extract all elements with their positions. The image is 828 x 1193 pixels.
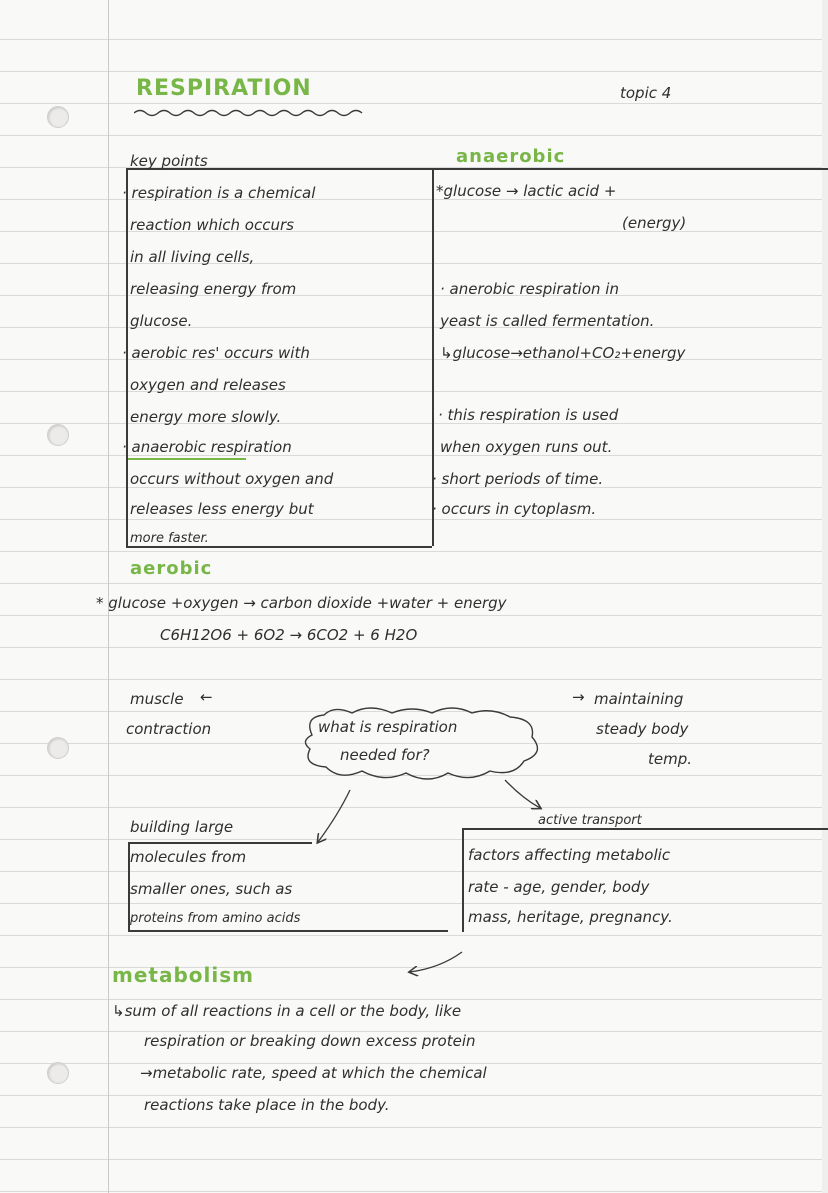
metabolism-line: →metabolic rate, speed at which the chemical	[140, 1064, 487, 1082]
factors-box-left	[462, 828, 464, 932]
building-line: proteins from amino acids	[130, 911, 301, 926]
maintain-label: maintaining	[594, 690, 684, 708]
building-line: smaller ones, such as	[130, 880, 293, 898]
topic-label: topic 4	[620, 84, 672, 102]
center-question: needed for?	[340, 746, 430, 764]
anaerobic-use-line: · short periods of time.	[432, 470, 604, 488]
anaerobic-use-line: · occurs in cytoplasm.	[432, 500, 597, 518]
aerobic-word-equation: * glucose +oxygen → carbon dioxide +water + energy	[96, 594, 507, 612]
key-points-heading: key points	[130, 152, 208, 170]
aerobic-heading: aerobic	[130, 558, 213, 579]
key-point-line: · respiration is a chemical	[122, 184, 316, 202]
factors-line: factors affecting metabolic	[468, 846, 671, 864]
aerobic-symbol-equation: C6H12O6 + 6O2 → 6CO2 + 6 H2O	[160, 626, 418, 644]
center-question: what is respiration	[318, 718, 458, 736]
key-point-line: more faster.	[130, 531, 209, 546]
building-box-top	[128, 842, 312, 844]
anaerobic-heading: anaerobic	[456, 146, 566, 167]
key-point-line: oxygen and releases	[130, 376, 286, 394]
key-point-line: releasing energy from	[130, 280, 297, 298]
yeast-line: yeast is called fermentation.	[440, 312, 655, 330]
anaerobic-use-line: when oxygen runs out.	[440, 438, 613, 456]
yeast-line: · anerobic respiration in	[440, 280, 619, 298]
key-point-line: reaction which occurs	[130, 216, 294, 234]
building-line: building large	[130, 818, 234, 836]
key-point-line: · aerobic res' occurs with	[122, 344, 310, 362]
factors-line: mass, heritage, pregnancy.	[468, 908, 673, 926]
metabolism-line: ↳sum of all reactions in a cell or the body, like	[112, 1002, 462, 1020]
arrow-right: →	[572, 688, 585, 706]
key-point-line: occurs without oxygen and	[130, 470, 334, 488]
anaerobic-equation-energy: (energy)	[622, 214, 687, 232]
arrow-left: ←	[200, 688, 213, 706]
maintain-label: steady body	[596, 720, 689, 738]
active-transport-label: active transport	[538, 813, 642, 828]
factors-line: rate - age, gender, body	[468, 878, 650, 896]
metabolism-heading: metabolism	[112, 963, 254, 987]
yeast-line: ↳glucose→ethanol+CO₂+energy	[440, 344, 686, 362]
building-box-left	[128, 842, 130, 932]
building-box-bottom	[128, 930, 448, 932]
metabolism-line: respiration or breaking down excess protein	[144, 1032, 476, 1050]
maintain-label: temp.	[648, 750, 693, 768]
page-title: RESPIRATION	[136, 76, 312, 101]
key-point-line: · anaerobic respiration	[122, 438, 292, 456]
factors-box-top	[462, 828, 828, 830]
muscle-label: muscle	[130, 690, 184, 708]
building-line: molecules from	[130, 848, 247, 866]
key-point-line: energy more slowly.	[130, 408, 282, 426]
key-point-line: in all living cells,	[130, 248, 255, 266]
anaerobic-equation: *glucose → lactic acid +	[436, 182, 617, 200]
key-point-line: glucose.	[130, 312, 193, 330]
key-point-line: releases less energy but	[130, 500, 314, 518]
anaerobic-use-line: · this respiration is used	[438, 406, 619, 424]
muscle-label: contraction	[126, 720, 212, 738]
metabolism-line: reactions take place in the body.	[144, 1096, 390, 1114]
